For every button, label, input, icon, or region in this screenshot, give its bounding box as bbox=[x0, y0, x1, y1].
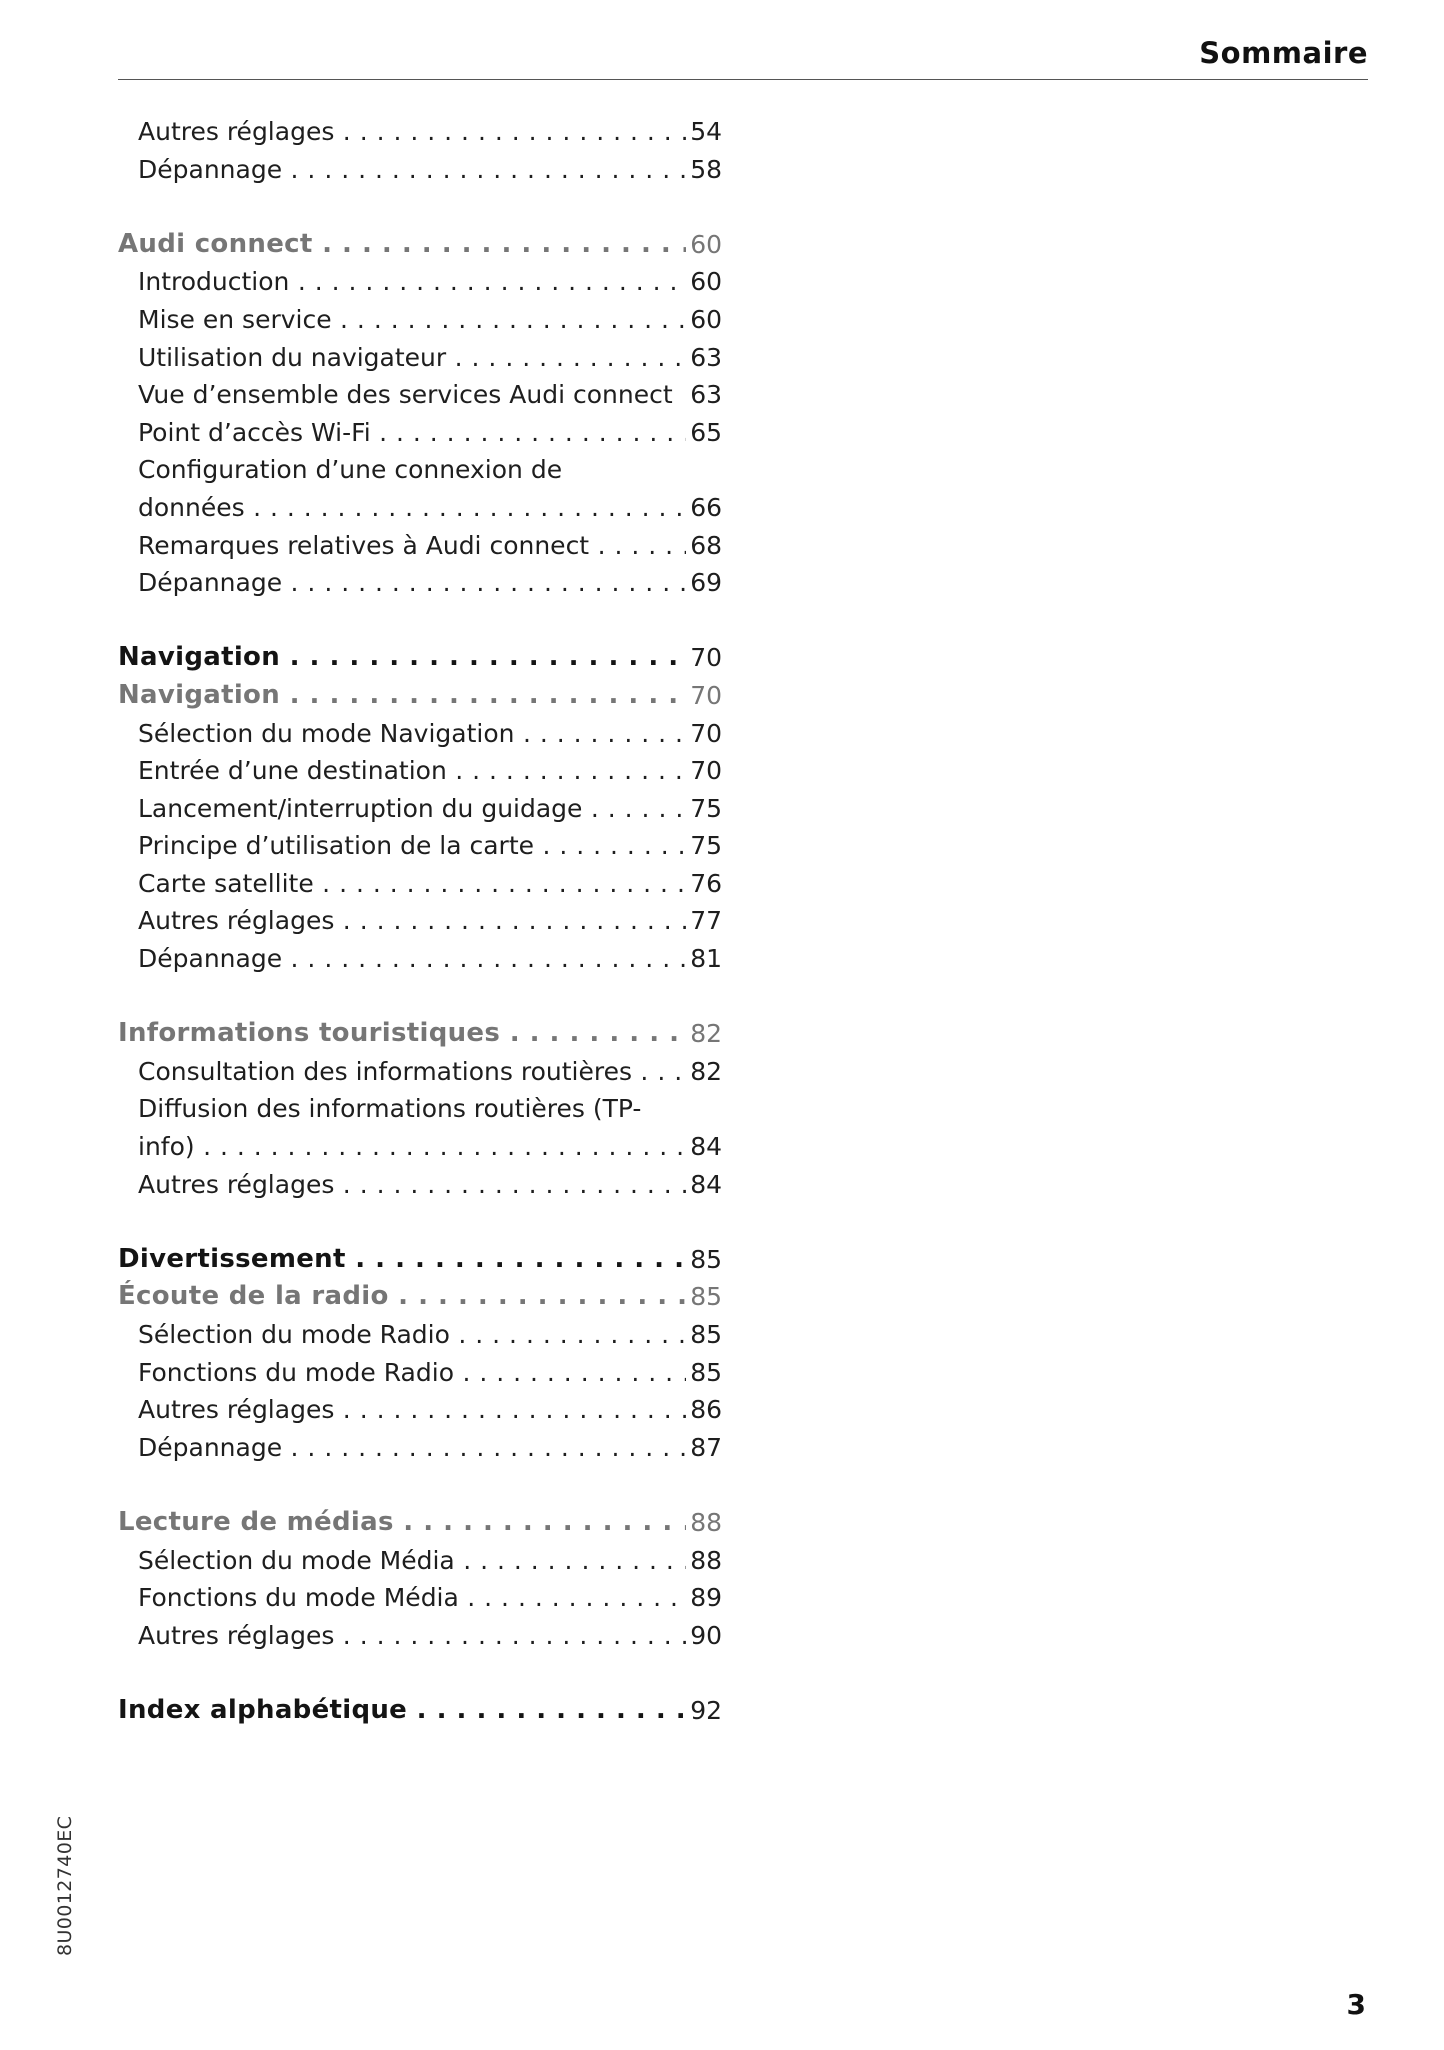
toc-entry[interactable] bbox=[118, 1354, 722, 1392]
toc-entry[interactable] bbox=[118, 790, 722, 828]
toc-entry-label: données . . . bbox=[138, 489, 686, 527]
toc-entry-label: Dépannage . . . bbox=[138, 1429, 686, 1467]
toc-heading-page: 85 bbox=[690, 1282, 722, 1312]
toc-chapter-heading[interactable] bbox=[118, 639, 722, 677]
toc-entry-page: 75 bbox=[690, 793, 722, 823]
toc-entry[interactable] bbox=[118, 827, 722, 865]
toc-heading-label: Audi connect . . . bbox=[118, 226, 686, 264]
toc-entry-label: Entrée d’une destination . . . bbox=[138, 752, 686, 790]
header-rule bbox=[118, 79, 1368, 80]
toc-entry-label: Principe d’utilisation de la carte . . . bbox=[138, 827, 686, 865]
toc-entry-page: 63 bbox=[690, 380, 722, 410]
toc-entry[interactable] bbox=[118, 451, 722, 489]
toc-entry-label: Autres réglages . . . bbox=[138, 1617, 686, 1655]
section-gap bbox=[118, 188, 722, 226]
toc-section-heading[interactable] bbox=[118, 677, 722, 715]
toc-entry[interactable] bbox=[118, 1579, 722, 1617]
toc-entry-page: 76 bbox=[690, 868, 722, 898]
toc-entry-page: 84 bbox=[690, 1169, 722, 1199]
toc-entry-label: Autres réglages . . . bbox=[138, 1391, 686, 1429]
toc-section-heading[interactable] bbox=[118, 226, 722, 264]
toc-entry-page: 60 bbox=[690, 304, 722, 334]
toc-entry-page: 89 bbox=[690, 1583, 722, 1613]
toc-entry-label: Configuration d’une connexion de bbox=[138, 455, 563, 485]
toc-entry[interactable] bbox=[118, 1391, 722, 1429]
toc-entry[interactable] bbox=[118, 1429, 722, 1467]
toc-chapter-heading[interactable] bbox=[118, 1692, 722, 1730]
toc-entry[interactable] bbox=[118, 376, 722, 414]
toc-heading-page: 88 bbox=[690, 1507, 722, 1537]
toc-entry-page: 70 bbox=[690, 718, 722, 748]
toc-entry-page: 82 bbox=[690, 1056, 722, 1086]
toc-entry-page: 66 bbox=[690, 492, 722, 522]
page-number: 3 bbox=[1346, 1988, 1366, 2021]
section-gap bbox=[118, 602, 722, 640]
toc-entry-page: 75 bbox=[690, 831, 722, 861]
toc-entry-page: 69 bbox=[690, 568, 722, 598]
toc-entry-label: Fonctions du mode Média . . . bbox=[138, 1579, 686, 1617]
toc-entry-page: 85 bbox=[690, 1320, 722, 1349]
toc-entry[interactable] bbox=[118, 902, 722, 940]
toc-entry-label: Fonctions du mode Radio . . . bbox=[138, 1354, 686, 1392]
toc-entry-label: Dépannage . . . bbox=[138, 940, 686, 978]
toc-heading-label: Navigation . . . bbox=[118, 677, 686, 715]
toc-entry[interactable] bbox=[118, 489, 722, 527]
toc-heading-label: Écoute de la radio . . . bbox=[118, 1278, 686, 1316]
toc-heading-label: Lecture de médias . . . bbox=[118, 1504, 686, 1542]
toc-entry[interactable] bbox=[118, 527, 722, 565]
toc-entry[interactable] bbox=[118, 1542, 722, 1580]
toc-entry-label: Sélection du mode Navigation . . . bbox=[138, 715, 686, 753]
toc-section-heading[interactable] bbox=[118, 1015, 722, 1053]
toc-entry-label: Sélection du mode Radio . . . bbox=[138, 1316, 686, 1354]
toc-entry-label: Dépannage . . . bbox=[138, 151, 686, 189]
toc-entry-page: 65 bbox=[690, 417, 722, 447]
toc-section-heading[interactable] bbox=[118, 1504, 722, 1542]
toc-entry[interactable] bbox=[118, 113, 722, 151]
toc-entry[interactable] bbox=[118, 1128, 722, 1166]
toc-entry-label: Autres réglages . . . bbox=[138, 113, 686, 151]
toc-entry-label: Consultation des informations routières . . . bbox=[138, 1053, 686, 1091]
toc-entry-label: info) . . . bbox=[138, 1128, 686, 1166]
toc-entry-label: Carte satellite . . . bbox=[138, 865, 686, 903]
toc-heading-page: 70 bbox=[690, 680, 722, 710]
toc-entry-page: 58 bbox=[690, 154, 722, 184]
section-gap bbox=[118, 978, 722, 1016]
header-title: Sommaire bbox=[1199, 36, 1368, 70]
toc-entry[interactable] bbox=[118, 564, 722, 602]
toc-entry-label: Diffusion des informations routières (TP- bbox=[138, 1094, 642, 1124]
toc-heading-page: 60 bbox=[690, 229, 722, 259]
toc-entry-page: 87 bbox=[690, 1432, 722, 1462]
toc-entry-label: Remarques relatives à Audi connect . . . bbox=[138, 527, 686, 565]
toc-entry[interactable] bbox=[118, 1617, 722, 1655]
toc-heading-page: 85 bbox=[690, 1244, 722, 1274]
toc-heading-label: Index alphabétique . . . bbox=[118, 1692, 686, 1730]
toc-entry[interactable] bbox=[118, 339, 722, 377]
toc-entry[interactable] bbox=[118, 1090, 722, 1128]
toc-entry-page: 63 bbox=[690, 342, 722, 372]
section-gap bbox=[118, 1466, 722, 1504]
toc-entry-page: 86 bbox=[690, 1395, 722, 1425]
toc-entry[interactable] bbox=[118, 1053, 722, 1091]
toc-entry[interactable] bbox=[118, 263, 722, 301]
toc-entry-label: Autres réglages . . . bbox=[138, 1166, 686, 1204]
toc-entry-page: 85 bbox=[690, 1357, 722, 1387]
toc-entry[interactable] bbox=[118, 752, 722, 790]
toc-heading-label: Informations touristiques . . . bbox=[118, 1015, 686, 1053]
toc-entry-label: Autres réglages . . . bbox=[138, 902, 686, 940]
toc-entry-page: 88 bbox=[690, 1545, 722, 1575]
toc-entry-page: 60 bbox=[690, 267, 722, 297]
toc-entry-label: Introduction . . . bbox=[138, 263, 686, 301]
toc-entry-page: 84 bbox=[690, 1132, 722, 1162]
toc-heading-label: Navigation . . . bbox=[118, 639, 686, 677]
section-gap bbox=[118, 1203, 722, 1241]
toc-entry[interactable] bbox=[118, 940, 722, 978]
toc-entry-page: 54 bbox=[690, 117, 722, 146]
toc-chapter-heading[interactable] bbox=[118, 1241, 722, 1279]
toc-entry-page: 90 bbox=[690, 1620, 722, 1650]
toc-section-heading[interactable] bbox=[118, 1278, 722, 1316]
toc-entry-label: Utilisation du navigateur . . . bbox=[138, 339, 686, 377]
toc-entry-label: Sélection du mode Média . . . bbox=[138, 1542, 686, 1580]
toc-heading-page: 92 bbox=[690, 1695, 722, 1725]
toc-entry[interactable] bbox=[118, 414, 722, 452]
toc-entry-page: 81 bbox=[690, 944, 722, 974]
toc-heading-page: 82 bbox=[690, 1019, 722, 1049]
table-of-contents bbox=[118, 113, 722, 1730]
toc-entry-label: Point d’accès Wi-Fi . . . bbox=[138, 414, 686, 452]
toc-entry-label: Vue d’ensemble des services Audi connect bbox=[138, 380, 673, 410]
toc-entry[interactable] bbox=[118, 715, 722, 753]
toc-heading-page: 70 bbox=[690, 643, 722, 673]
toc-entry-page: 70 bbox=[690, 756, 722, 786]
toc-entry[interactable] bbox=[118, 865, 722, 903]
toc-entry-label: Lancement/interruption du guidage . . . bbox=[138, 790, 686, 828]
toc-entry-page: 77 bbox=[690, 906, 722, 936]
toc-entry-label: Mise en service . . . bbox=[138, 301, 686, 339]
toc-entry-page: 68 bbox=[690, 530, 722, 560]
toc-entry[interactable] bbox=[118, 1316, 722, 1354]
section-gap bbox=[118, 1654, 722, 1692]
toc-entry[interactable] bbox=[118, 1166, 722, 1204]
toc-entry[interactable] bbox=[118, 151, 722, 189]
toc-entry-label: Dépannage . . . bbox=[138, 564, 686, 602]
toc-heading-label: Divertissement . . . bbox=[118, 1241, 686, 1279]
side-document-code: 8U0012740EC bbox=[54, 1815, 76, 1956]
toc-entry[interactable] bbox=[118, 301, 722, 339]
